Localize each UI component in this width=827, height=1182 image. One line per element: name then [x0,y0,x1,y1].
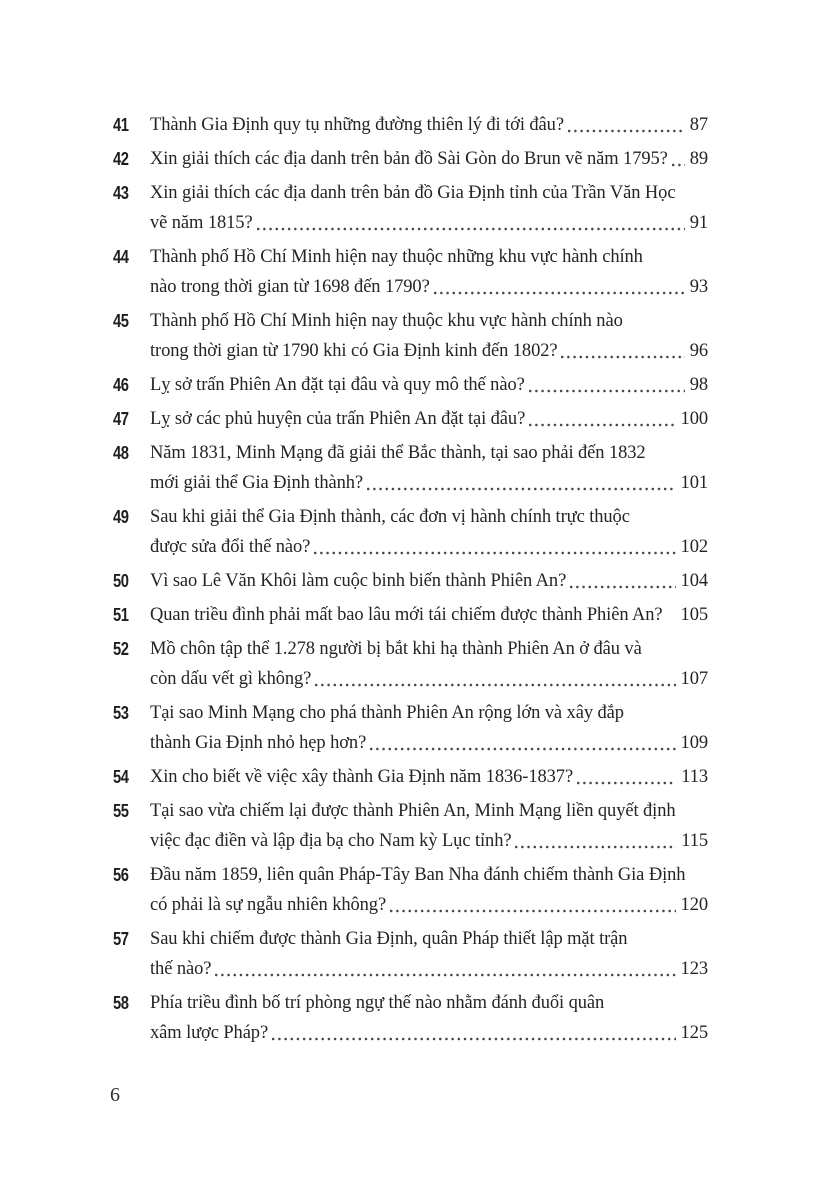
toc-entry-line [150,178,708,208]
toc-entry-page: 89 [689,149,708,169]
toc-entry-line [150,762,708,792]
toc-entry-body [150,988,708,1048]
toc-entry-page: 105 [680,605,708,625]
toc-list [113,110,708,1052]
toc-entry-text: Sau khi giải thể Gia Định thành, các đơn vị hành chính trực thuộc [150,507,630,527]
toc-entry-number: 58 [113,993,129,1013]
toc-entry-text: Năm 1831, Minh Mạng đã giải thể Bắc thành, tại sao phải đến 1832 [150,443,646,463]
toc-entry-body [150,796,708,856]
toc-entry [113,698,708,758]
toc-entry-number: 49 [113,507,129,527]
dot-leader [370,728,675,758]
toc-entry [113,924,708,984]
toc-entry [113,404,708,434]
toc-entry-line [150,796,708,826]
toc-entry-number: 50 [113,571,129,591]
toc-entry-line [150,110,708,140]
toc-entry-text: việc đạc điền và lập địa bạ cho Nam kỳ Lục tỉnh? [150,831,512,851]
toc-entry-line [150,826,708,856]
toc-entry-line [150,924,708,954]
dot-leader [529,404,675,434]
toc-entry-line [150,954,708,984]
dot-leader [367,468,676,498]
dot-leader [315,664,675,694]
toc-entry-number: 46 [113,375,129,395]
dot-leader [390,890,675,920]
toc-entry-page: 93 [689,277,708,297]
toc-entry-number: 51 [113,605,129,625]
toc-entry-text: nào trong thời gian từ 1698 đến 1790? [150,277,430,297]
toc-entry-line [150,664,708,694]
dot-leader [570,566,675,596]
toc-entry-body [150,924,708,984]
toc-entry-text: trong thời gian từ 1790 khi có Gia Định kinh đến 1802? [150,341,558,361]
toc-entry [113,370,708,400]
toc-entry-page: 113 [681,767,708,787]
dot-leader [257,208,685,238]
toc-entry-text: Xin giải thích các địa danh trên bản đồ Gia Định tỉnh của Trần Văn Học [150,183,676,203]
toc-entry-text: thành Gia Định nhỏ hẹp hơn? [150,733,367,753]
dot-leader [568,110,685,140]
dot-leader [561,336,684,366]
toc-entry-text: Sau khi chiếm được thành Gia Định, quân Pháp thiết lập mặt trận [150,929,628,949]
toc-entry-number: 55 [113,801,129,821]
toc-entry-line [150,468,708,498]
toc-entry-line [150,144,708,174]
toc-entry-text: Đầu năm 1859, liên quân Pháp-Tây Ban Nha đánh chiếm thành Gia Định [150,865,686,885]
toc-entry [113,600,708,630]
toc-entry-text: được sửa đổi thế nào? [150,537,311,557]
toc-entry-number: 45 [113,311,129,331]
toc-entry-text: thế nào? [150,959,212,979]
toc-entry [113,438,708,498]
dot-leader [515,826,676,856]
toc-entry-line [150,208,708,238]
toc-entry-body [150,438,708,498]
toc-entry-line [150,242,708,272]
toc-entry-line [150,566,708,596]
toc-entry-page: 91 [689,213,708,233]
toc-entry-number: 43 [113,183,129,203]
toc-entry-text: vẽ năm 1815? [150,213,253,233]
toc-entry-body [150,762,708,792]
toc-entry-line [150,532,708,562]
toc-entry-body [150,600,708,630]
toc-entry-text: Thành phố Hồ Chí Minh hiện nay thuộc khu vực hành chính nào [150,311,623,331]
toc-entry-line [150,890,708,920]
toc-entry [113,306,708,366]
toc-entry-line [150,860,708,890]
toc-entry-body [150,242,708,302]
dot-leader [314,532,675,562]
footer-page-number: 6 [110,1084,120,1106]
toc-entry-page: 120 [680,895,708,915]
toc-entry-line [150,1018,708,1048]
toc-entry-body [150,566,708,596]
dot-leader [672,144,685,174]
toc-entry-body [150,306,708,366]
toc-entry-number: 53 [113,703,129,723]
toc-entry-page: 98 [689,375,708,395]
toc-entry-body [150,144,708,174]
toc-entry-line [150,272,708,302]
toc-entry [113,988,708,1048]
toc-entry [113,144,708,174]
dot-leader [215,954,675,984]
toc-entry [113,634,708,694]
toc-entry-page: 115 [681,831,708,851]
toc-entry-page: 125 [680,1023,708,1043]
toc-entry-page: 107 [680,669,708,689]
toc-entry-line [150,306,708,336]
toc-entry [113,110,708,140]
toc-entry-text: Phía triều đình bố trí phòng ngự thế nào nhằm đánh đuổi quân [150,993,605,1013]
toc-entry-body [150,502,708,562]
toc-entry-text: Mồ chôn tập thể 1.278 người bị bắt khi hạ thành Phiên An ở đâu và [150,639,642,659]
toc-entry-line [150,404,708,434]
toc-entry-number: 41 [113,115,129,135]
toc-entry-line [150,988,708,1018]
toc-entry-text: mới giải thể Gia Định thành? [150,473,364,493]
toc-entry-line [150,336,708,366]
dot-leader [577,762,676,792]
toc-entry-body [150,860,708,920]
toc-entry-text: còn dấu vết gì không? [150,669,312,689]
toc-entry-number: 44 [113,247,129,267]
toc-entry-text: Lỵ sở các phủ huyện của trấn Phiên An đặt tại đâu? [150,409,526,429]
toc-entry-number: 57 [113,929,129,949]
toc-entry-line [150,438,708,468]
toc-entry-body [150,110,708,140]
toc-entry-number: 56 [113,865,129,885]
toc-entry-page: 87 [689,115,708,135]
toc-entry [113,762,708,792]
toc-entry-page: 100 [680,409,708,429]
toc-entry-page: 96 [689,341,708,361]
toc-entry-page: 104 [680,571,708,591]
toc-entry-text: Tại sao Minh Mạng cho phá thành Phiên An rộng lớn và xây đắp [150,703,624,723]
toc-entry-number: 54 [113,767,129,787]
toc-entry-text: Thành phố Hồ Chí Minh hiện nay thuộc những khu vực hành chính [150,247,643,267]
toc-entry [113,502,708,562]
toc-entry [113,178,708,238]
dot-leader [667,600,676,630]
toc-entry-text: Quan triều đình phải mất bao lâu mới tái chiếm được thành Phiên An? [150,605,663,625]
toc-entry-page: 109 [680,733,708,753]
toc-entry-body [150,178,708,238]
toc-entry-text: Vì sao Lê Văn Khôi làm cuộc binh biến thành Phiên An? [150,571,567,591]
toc-entry-body [150,698,708,758]
toc-entry-text: Xin giải thích các địa danh trên bản đồ Sài Gòn do Brun vẽ năm 1795? [150,149,668,169]
toc-entry-number: 52 [113,639,129,659]
toc-entry-number: 42 [113,149,129,169]
toc-entry-text: Xin cho biết về việc xây thành Gia Định năm 1836-1837? [150,767,574,787]
toc-entry-line [150,728,708,758]
toc-entry-text: có phải là sự ngẫu nhiên không? [150,895,387,915]
toc-entry-page: 102 [680,537,708,557]
toc-entry [113,566,708,596]
toc-entry-text: Thành Gia Định quy tụ những đường thiên lý đi tới đâu? [150,115,564,135]
toc-entry-text: xâm lược Pháp? [150,1023,269,1043]
toc-entry-page: 123 [680,959,708,979]
toc-entry [113,242,708,302]
toc-entry-line [150,634,708,664]
dot-leader [272,1018,675,1048]
toc-entry-body [150,404,708,434]
toc-entry [113,796,708,856]
toc-entry-line [150,370,708,400]
toc-entry-body [150,370,708,400]
toc-entry-text: Lỵ sở trấn Phiên An đặt tại đâu và quy mô thế nào? [150,375,525,395]
dot-leader [434,272,685,302]
dot-leader [529,370,685,400]
toc-entry [113,860,708,920]
toc-entry-number: 47 [113,409,129,429]
toc-entry-line [150,502,708,532]
toc-entry-body [150,634,708,694]
toc-entry-page: 101 [680,473,708,493]
toc-entry-line [150,698,708,728]
toc-entry-line [150,600,708,630]
toc-entry-text: Tại sao vừa chiếm lại được thành Phiên An, Minh Mạng liền quyết định [150,801,676,821]
toc-entry-number: 48 [113,443,129,463]
